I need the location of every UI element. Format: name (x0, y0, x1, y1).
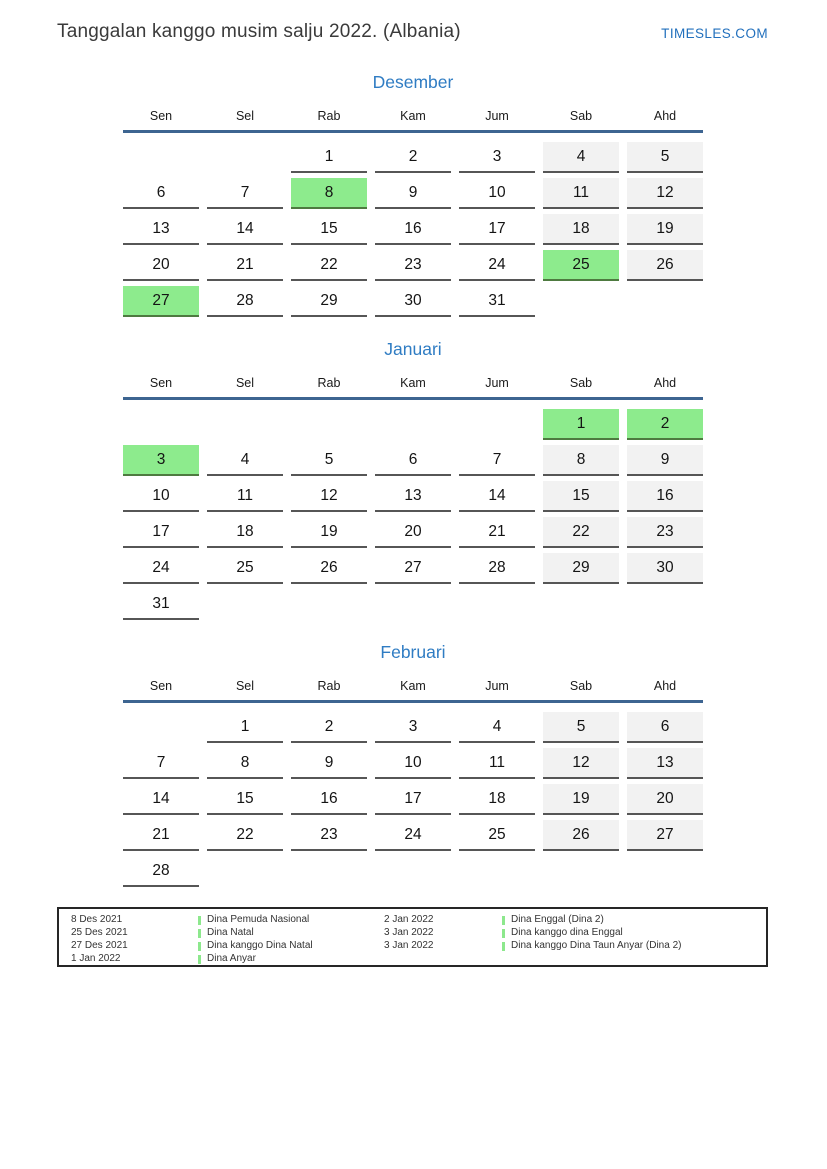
weekday-label: Sen (149, 109, 173, 123)
day-cell: 27 (627, 820, 703, 851)
day-cell: 8 (291, 178, 367, 209)
weekday-label: Kam (400, 109, 426, 123)
empty-cell (123, 142, 199, 173)
empty-cell (207, 856, 283, 887)
legend-label-cell (198, 953, 384, 966)
legend-label-cell (502, 914, 766, 927)
day-cell: 31 (123, 589, 199, 620)
day-grid (123, 409, 703, 620)
day-cell: 7 (207, 178, 283, 209)
day-cell: 10 (375, 748, 451, 779)
timesles-logo-link[interactable]: TIMESLES.COM (661, 26, 768, 41)
weekday-label: Jum (485, 109, 509, 123)
legend-date: 8 Des 2021 (71, 914, 123, 925)
empty-cell (459, 589, 535, 620)
day-cell: 26 (543, 820, 619, 851)
day-cell: 17 (459, 214, 535, 245)
month-title: Februari (380, 642, 446, 662)
day-cell: 7 (459, 445, 535, 476)
day-cell: 2 (627, 409, 703, 440)
empty-cell (291, 589, 367, 620)
weekday-label: Sab (569, 376, 593, 390)
day-cell: 21 (123, 820, 199, 851)
legend-date: 3 Jan 2022 (384, 939, 434, 951)
day-cell: 14 (459, 481, 535, 512)
legend-row (71, 940, 766, 953)
day-cell: 14 (207, 214, 283, 245)
legend-label: Dina Enggal (Dina 2) (511, 914, 604, 925)
weekday-header-row (123, 109, 703, 133)
day-cell: 22 (543, 517, 619, 548)
day-cell: 24 (123, 553, 199, 584)
weekday-label: Sel (235, 679, 255, 693)
weekday-label: Jum (485, 376, 509, 390)
day-cell: 25 (459, 820, 535, 851)
legend-date: 27 Des 2021 (71, 939, 128, 951)
day-cell: 10 (459, 178, 535, 209)
weekday-label: Sab (569, 109, 593, 123)
legend-label: Dina kanggo Dina Taun Anyar (Dina 2) (511, 939, 682, 951)
legend-label: Dina kanggo dina Enggal (511, 926, 623, 938)
day-cell: 25 (543, 250, 619, 281)
day-cell: 13 (627, 748, 703, 779)
holiday-legend (57, 907, 768, 967)
day-cell: 16 (291, 784, 367, 815)
day-cell: 11 (543, 178, 619, 209)
day-cell: 17 (123, 517, 199, 548)
weekday-label: Kam (400, 376, 426, 390)
day-cell: 27 (375, 553, 451, 584)
day-cell: 3 (375, 712, 451, 743)
empty-cell (123, 712, 199, 743)
legend-row (71, 953, 766, 966)
empty-cell (207, 142, 283, 173)
day-cell: 30 (375, 286, 451, 317)
day-cell: 17 (375, 784, 451, 815)
weekday-header-row (123, 679, 703, 703)
day-cell: 18 (207, 517, 283, 548)
day-cell: 4 (207, 445, 283, 476)
month-januari (123, 339, 703, 620)
day-cell: 1 (291, 142, 367, 173)
day-cell: 29 (543, 553, 619, 584)
legend-label-cell (502, 953, 766, 966)
empty-cell (291, 409, 367, 440)
legend-row (71, 914, 766, 927)
empty-cell (543, 589, 619, 620)
day-cell: 16 (375, 214, 451, 245)
day-cell: 16 (627, 481, 703, 512)
month-februari (123, 642, 703, 887)
empty-cell (543, 856, 619, 887)
day-cell: 2 (291, 712, 367, 743)
legend-label: Dina Pemuda Nasional (207, 914, 310, 925)
legend-date: 25 Des 2021 (71, 926, 128, 938)
legend-label-cell (198, 927, 384, 940)
day-cell: 5 (291, 445, 367, 476)
day-cell: 24 (459, 250, 535, 281)
day-cell: 23 (627, 517, 703, 548)
day-cell: 27 (123, 286, 199, 317)
day-cell: 31 (459, 286, 535, 317)
calendar-months (123, 72, 703, 909)
holiday-marker-icon (198, 942, 201, 951)
day-cell: 8 (207, 748, 283, 779)
holiday-marker-icon (502, 929, 505, 938)
day-cell: 6 (123, 178, 199, 209)
day-cell: 12 (291, 481, 367, 512)
day-cell: 21 (207, 250, 283, 281)
weekday-label: Ahd (653, 376, 677, 390)
day-cell: 15 (543, 481, 619, 512)
month-title: Desember (372, 72, 454, 92)
holiday-marker-icon (502, 942, 505, 951)
day-cell: 19 (543, 784, 619, 815)
legend-date (384, 953, 502, 966)
day-cell: 11 (207, 481, 283, 512)
holiday-marker-icon (198, 929, 201, 938)
weekday-label: Sab (569, 679, 593, 693)
legend-label: Dina kanggo Dina Natal (207, 939, 313, 951)
weekday-label: Sen (149, 376, 173, 390)
empty-cell (207, 409, 283, 440)
day-cell: 23 (375, 250, 451, 281)
weekday-label: Sen (149, 679, 173, 693)
empty-cell (627, 856, 703, 887)
day-cell: 18 (543, 214, 619, 245)
legend-label-cell (502, 940, 766, 953)
empty-cell (207, 589, 283, 620)
day-cell: 20 (375, 517, 451, 548)
day-cell: 20 (627, 784, 703, 815)
legend-label-cell (198, 914, 384, 927)
empty-cell (627, 589, 703, 620)
day-cell: 11 (459, 748, 535, 779)
legend-date: 1 Jan 2022 (71, 952, 121, 964)
day-cell: 7 (123, 748, 199, 779)
empty-cell (375, 856, 451, 887)
weekday-label: Sel (235, 109, 255, 123)
weekday-label: Jum (485, 679, 509, 693)
empty-cell (627, 286, 703, 317)
legend-row (71, 927, 766, 940)
day-cell: 1 (543, 409, 619, 440)
day-cell: 15 (207, 784, 283, 815)
holiday-marker-icon (198, 955, 201, 964)
weekday-label: Ahd (653, 109, 677, 123)
day-cell: 10 (123, 481, 199, 512)
empty-cell (375, 409, 451, 440)
legend-label: Dina Natal (207, 926, 254, 938)
day-cell: 18 (459, 784, 535, 815)
day-grid (123, 712, 703, 887)
day-cell: 14 (123, 784, 199, 815)
weekday-label: Ahd (653, 679, 677, 693)
month-desember (123, 72, 703, 317)
weekday-label: Rab (317, 679, 341, 693)
day-cell: 21 (459, 517, 535, 548)
day-cell: 5 (627, 142, 703, 173)
empty-cell (291, 856, 367, 887)
day-cell: 29 (291, 286, 367, 317)
weekday-label: Sel (235, 376, 255, 390)
holiday-marker-icon (198, 916, 201, 925)
holiday-marker-icon (502, 916, 505, 925)
day-cell: 8 (543, 445, 619, 476)
day-cell: 22 (291, 250, 367, 281)
day-grid (123, 142, 703, 317)
day-cell: 3 (459, 142, 535, 173)
weekday-label: Rab (317, 376, 341, 390)
empty-cell (459, 856, 535, 887)
weekday-label: Kam (400, 679, 426, 693)
day-cell: 4 (459, 712, 535, 743)
day-cell: 6 (375, 445, 451, 476)
weekday-header-row (123, 376, 703, 400)
day-cell: 28 (207, 286, 283, 317)
day-cell: 6 (627, 712, 703, 743)
day-cell: 15 (291, 214, 367, 245)
day-cell: 4 (543, 142, 619, 173)
legend-label-cell (198, 940, 384, 953)
day-cell: 9 (291, 748, 367, 779)
day-cell: 13 (123, 214, 199, 245)
page-title: Tanggalan kanggo musim salju 2022. (Albania) (57, 21, 461, 42)
day-cell: 28 (459, 553, 535, 584)
legend-label-cell (502, 927, 766, 940)
day-cell: 25 (207, 553, 283, 584)
empty-cell (543, 286, 619, 317)
day-cell: 19 (291, 517, 367, 548)
day-cell: 26 (627, 250, 703, 281)
empty-cell (375, 589, 451, 620)
day-cell: 12 (627, 178, 703, 209)
day-cell: 26 (291, 553, 367, 584)
day-cell: 2 (375, 142, 451, 173)
day-cell: 13 (375, 481, 451, 512)
legend-date: 2 Jan 2022 (384, 914, 434, 925)
day-cell: 9 (627, 445, 703, 476)
day-cell: 23 (291, 820, 367, 851)
day-cell: 24 (375, 820, 451, 851)
day-cell: 1 (207, 712, 283, 743)
day-cell: 9 (375, 178, 451, 209)
day-cell: 20 (123, 250, 199, 281)
empty-cell (459, 409, 535, 440)
month-title: Januari (384, 339, 442, 359)
day-cell: 12 (543, 748, 619, 779)
day-cell: 3 (123, 445, 199, 476)
legend-date: 3 Jan 2022 (384, 926, 434, 938)
day-cell: 22 (207, 820, 283, 851)
weekday-label: Rab (317, 109, 341, 123)
empty-cell (123, 409, 199, 440)
legend-label: Dina Anyar (207, 952, 256, 964)
day-cell: 28 (123, 856, 199, 887)
day-cell: 19 (627, 214, 703, 245)
day-cell: 5 (543, 712, 619, 743)
day-cell: 30 (627, 553, 703, 584)
